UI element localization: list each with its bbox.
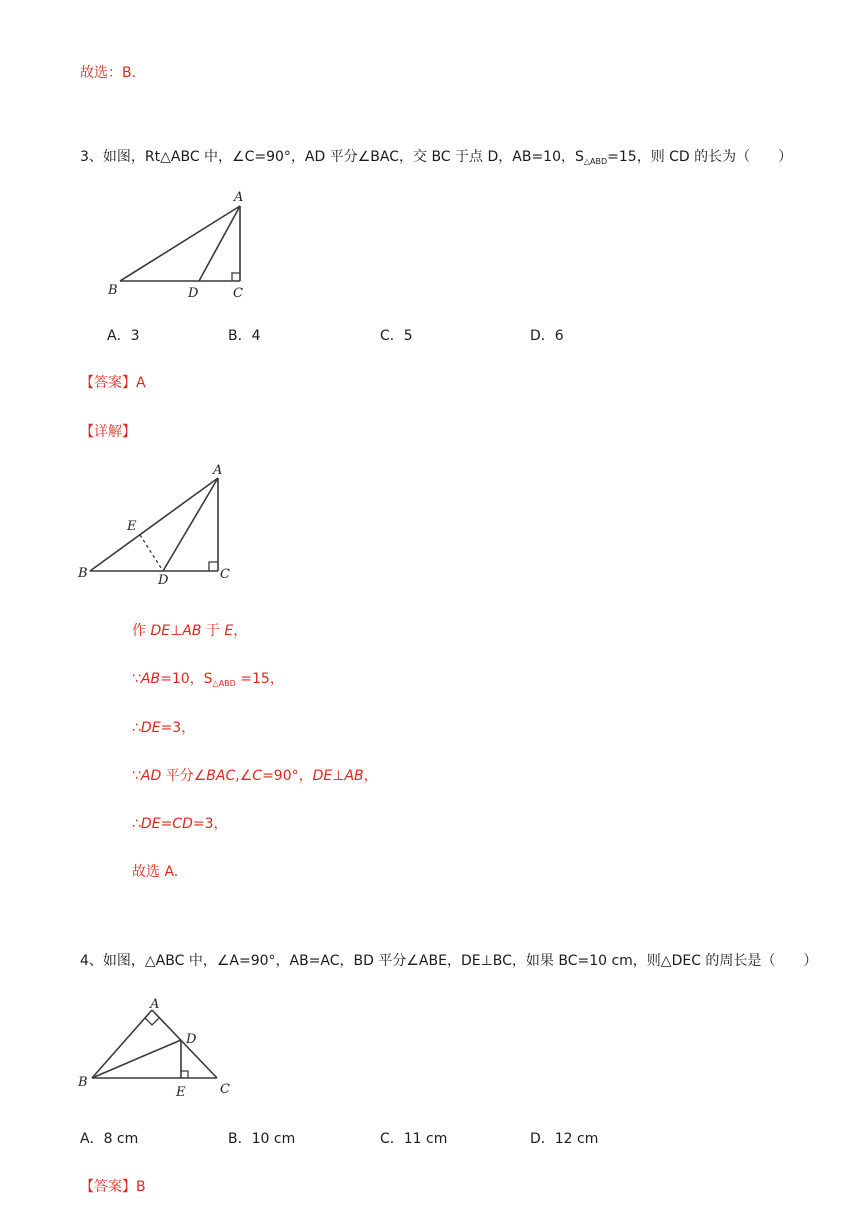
sol2-b: AB [140,671,161,687]
detail-label-e: E [127,519,137,534]
q3-answer-tag: 【答案】 [80,375,136,391]
sol4-e: ,∠ [235,768,253,784]
q4-answer-value: B [136,1179,146,1195]
sol4-j: AB [344,768,364,784]
q4-option-a: A．8 cm [80,1131,139,1147]
q4-option-b: B．10 cm [228,1131,296,1147]
sol2-a: ∵ [132,671,141,687]
q3-answer-value: A [136,375,146,391]
q3-stem-subscript: △ABD [583,157,608,166]
q3-label-b: B [108,283,118,298]
q4-label-a: A [150,997,160,1012]
q4-answer [80,1176,146,1196]
sol2-c: =10，S [160,671,213,687]
q4-option-c: C．11 cm [380,1131,448,1147]
sol4-c: 平分∠ [161,768,207,784]
sol3-c: =3， [160,720,196,736]
sol1-f: E [224,623,234,639]
previous-conclusion: 故选：B. [80,65,137,81]
sol4-b: AD [140,768,162,784]
sol4-g: =90°， [262,768,313,784]
sol4-f: C [252,768,263,784]
sol4-k: ， [363,768,378,784]
solution-line-6: 故选 A. [132,864,179,880]
sol1-g: ， [233,623,248,639]
sol2-sub: △ABD [212,679,236,688]
detail-label-b: B [78,566,88,581]
q3-label-d: D [188,286,199,301]
sol3-a: ∴ [132,720,141,736]
detail-label-d: D [158,573,169,588]
sol1-b: DE [150,623,171,639]
q3-option-b: B．4 [228,328,261,344]
sol2-d: =15， [235,671,284,687]
sol5-e: =3， [192,816,228,832]
q3-detail-tag: 【详解】 [80,424,136,440]
q3-option-c: C．5 [380,328,413,344]
q3-option-a: A．3 [107,328,140,344]
q4-stem: 4、如图，△ABC 中，∠A=90°，AB=AC，BD 平分∠ABE，DE⊥BC，如果 BC=10 cm，则△DEC 的周长是（ ） [80,953,818,969]
q4-label-b: B [78,1075,88,1090]
sol5-c: = [160,816,173,832]
detail-label-a: A [213,463,223,478]
q4-label-d: D [186,1032,197,1047]
q4-label-e: E [176,1085,186,1100]
q4-option-d: D．12 cm [530,1131,599,1147]
sol1-c: ⊥ [170,623,183,639]
q4-label-c: C [220,1082,230,1097]
sol1-d: AB [182,623,202,639]
q3-option-d: D．6 [530,328,564,344]
sol5-d: CD [172,816,193,832]
q3-label-c: C [233,286,243,301]
sol5-a: ∴ [132,816,141,832]
sol4-a: ∵ [132,768,141,784]
sol1-a: 作 [132,623,151,639]
sol3-b: DE [140,720,161,736]
sol4-i: ⊥ [332,768,345,784]
q3-stem-text-a: 3、如图，Rt△ABC 中，∠C=90°，AD 平分∠BAC，交 BC 于点 D，AB=10，S [80,149,584,165]
q3-label-a: A [234,190,244,205]
sol5-b: DE [140,816,161,832]
q4-answer-tag: 【答案】 [80,1179,136,1195]
sol1-e: 于 [201,623,225,639]
q3-stem-text-b: =15，则 CD 的长为（ ） [607,149,793,165]
sol4-h: DE [312,768,333,784]
detail-label-c: C [220,567,230,582]
sol4-d: BAC [206,768,236,784]
